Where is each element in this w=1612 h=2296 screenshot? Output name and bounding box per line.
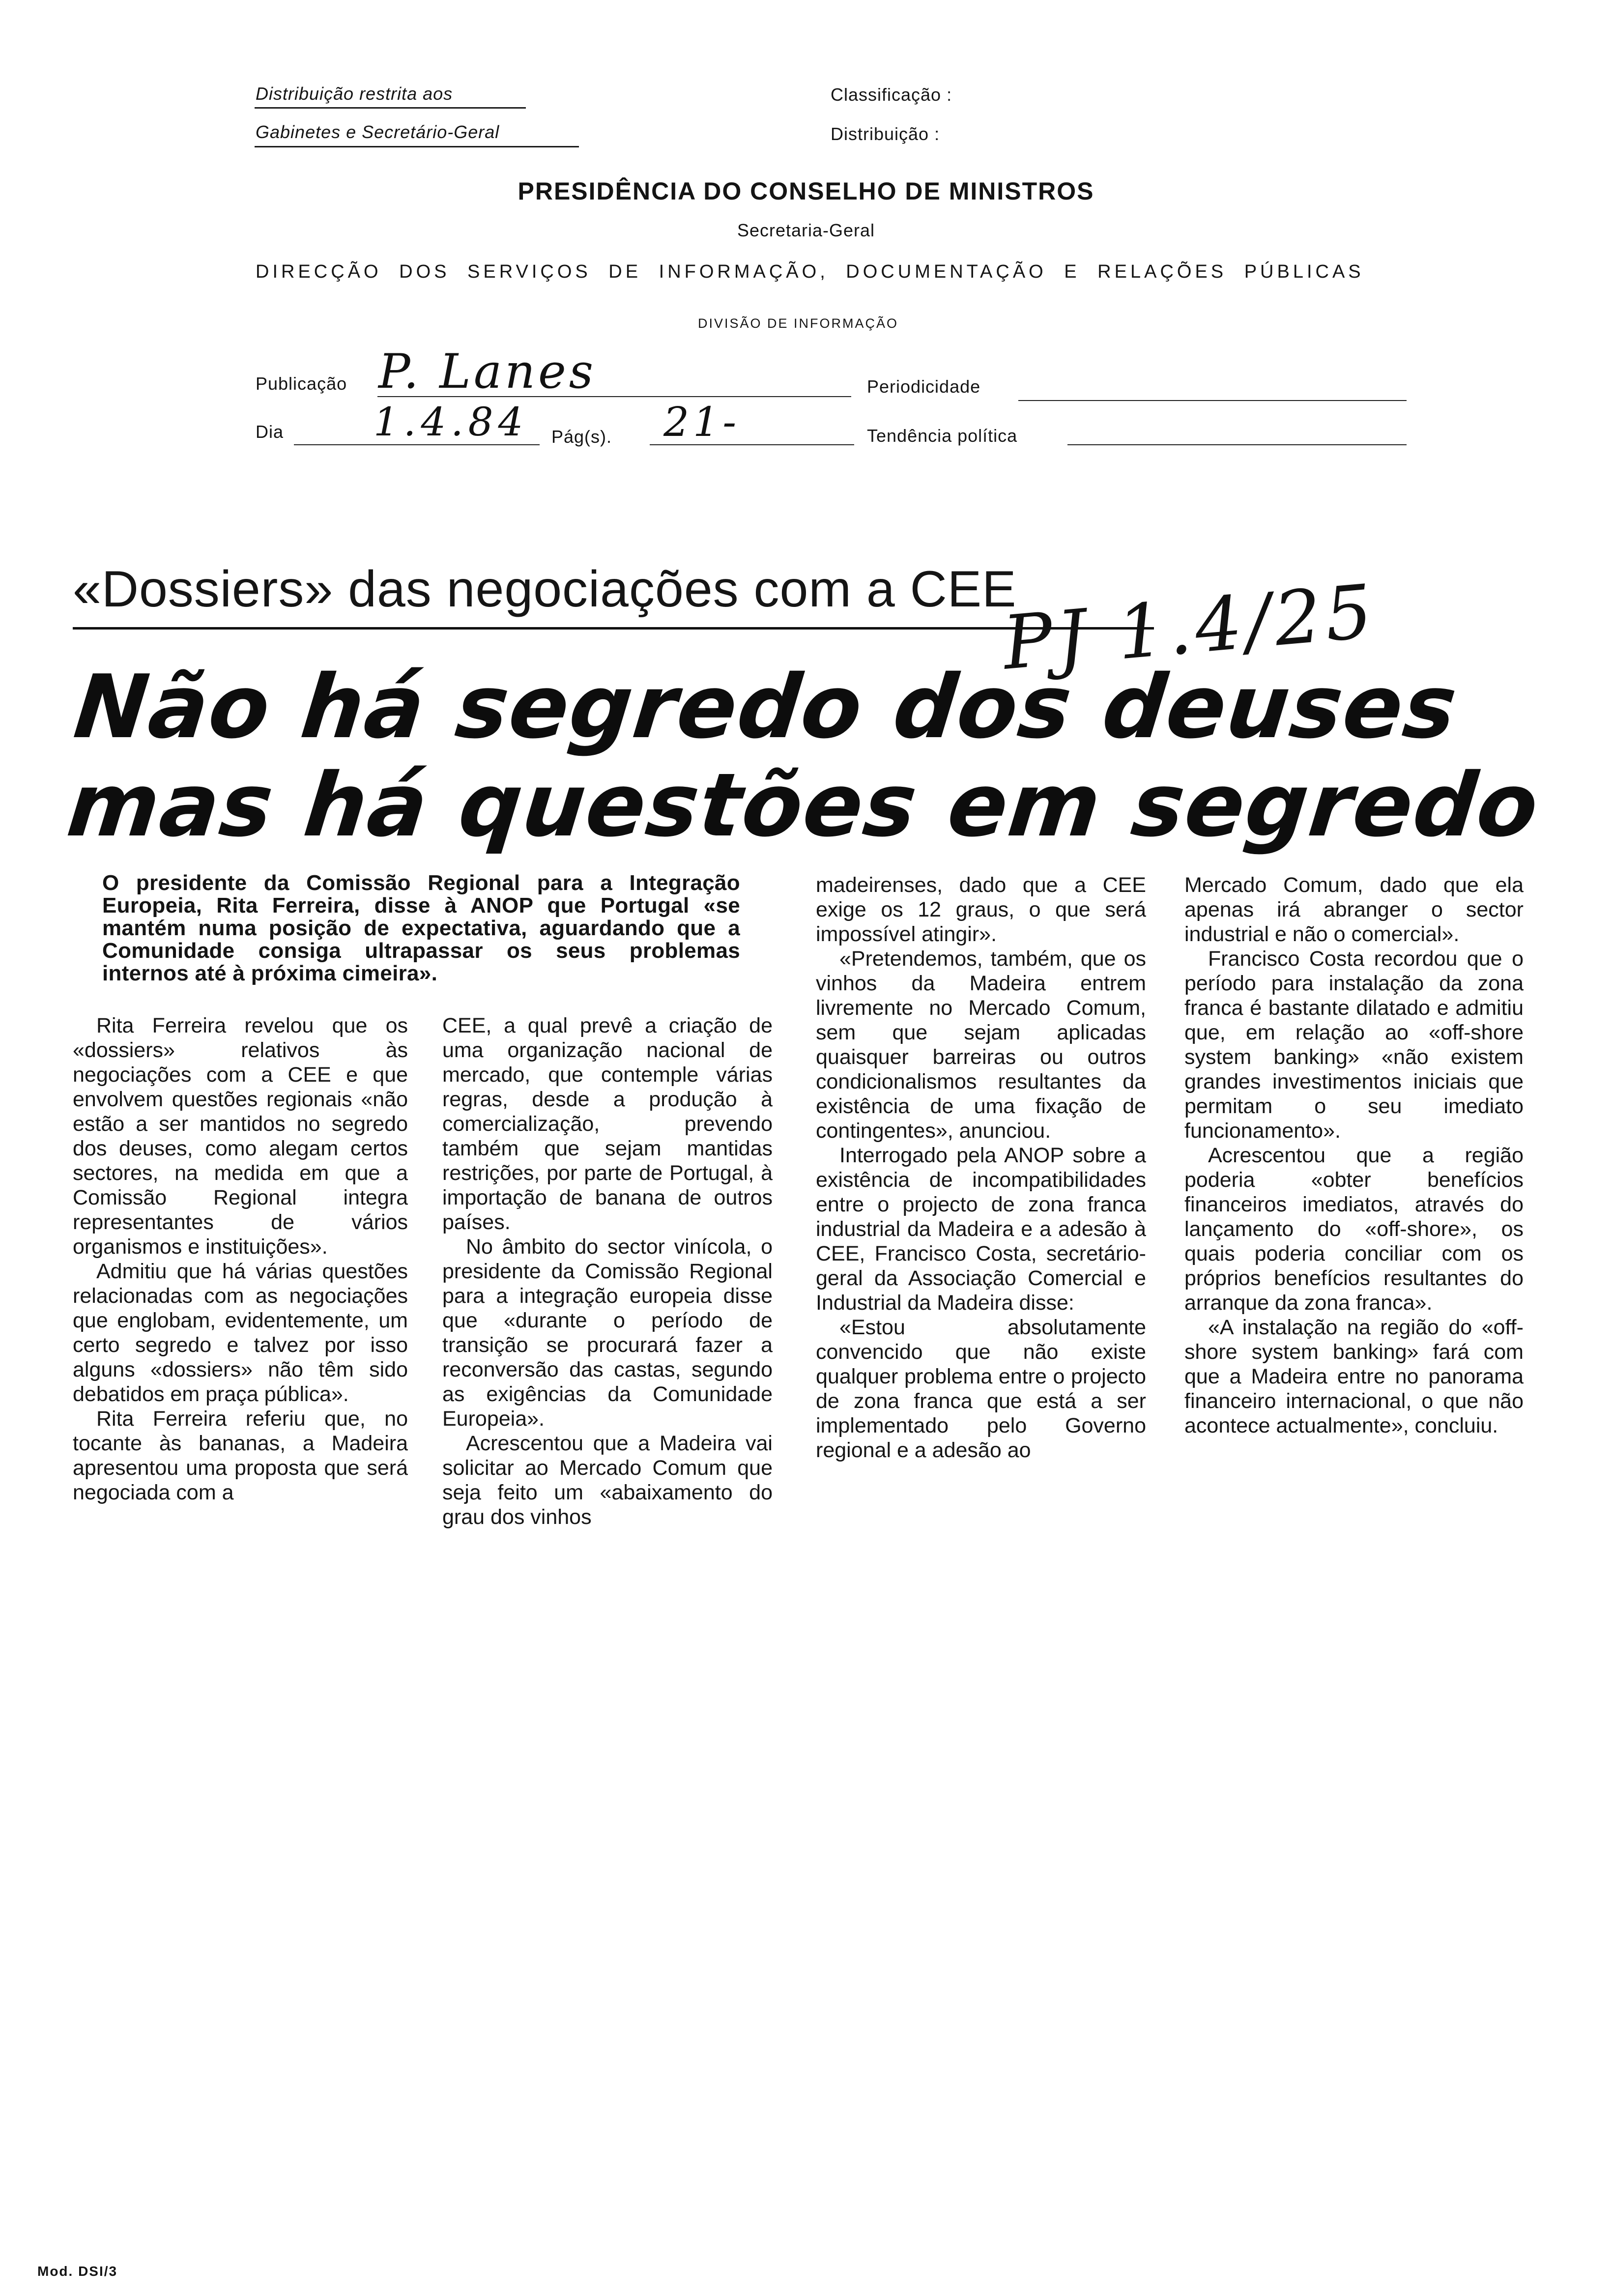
restricted-distribution-line2: Gabinetes e Secretário-Geral [256, 122, 500, 142]
pages-handwritten: 21- [663, 399, 741, 446]
article-column-3 [816, 873, 1146, 1463]
division: DIVISÃO DE INFORMAÇÃO [698, 316, 899, 331]
paragraph: «Pretendemos, também, que os vinhos da Madeira entrem livremente no Mercado Comum, sem que sejam aplicadas quaisquer barreiras ou outros condicionalismos resultantes da existência de uma fixação de contingentes», anunciou. [816, 947, 1146, 1143]
paragraph: Mercado Comum, dado que ela apenas irá abranger o sector industrial e não o comercial». [1184, 873, 1524, 946]
tendency-line [1067, 444, 1407, 445]
paragraph: Francisco Costa recordou que o período para instalação da zona franca é bastante dilatado e admitiu que, em relação ao «off-shore system banking» «não existem grandes investimentos iniciais que permitam o seu imediato funcionamento». [1184, 947, 1524, 1143]
paragraph: Admitiu que há várias questões relacionadas com as negociações que englobam, evidentemente, um certo segredo e talvez por isso alguns «dossiers» não têm sido debatidos em praça pública». [73, 1260, 408, 1406]
headline-line1: Não há segredo dos deuses [69, 656, 1463, 758]
day-handwritten: 1.4.84 [374, 399, 528, 445]
kicker-rule [73, 627, 1154, 630]
periodicity-line [1018, 400, 1407, 401]
institution-title: PRESIDÊNCIA DO CONSELHO DE MINISTROS [518, 177, 1094, 205]
article-kicker: «Dossiers» das negociações com a CEE [73, 561, 1017, 618]
headline-line2: mas há questões em segredo [62, 754, 1544, 856]
distribution-label: Distribuição : [831, 124, 940, 144]
restricted-distribution-line1: Distribuição restrita aos [256, 84, 453, 104]
secretariat: Secretaria-Geral [737, 220, 875, 240]
paragraph: Rita Ferreira referiu que, no tocante às bananas, a Madeira apresentou uma proposta que será negociada com a [73, 1407, 408, 1504]
paragraph: «Estou absolutamente convencido que não existe qualquer problema entre o projecto de zona franca que está a ser implementado pelo Governo regional e a adesão ao [816, 1316, 1146, 1462]
paragraph: Interrogado pela ANOP sobre a existência de incompatibilidades entre o projecto de zona franca industrial da Madeira e a adesão à CEE, Francisco Costa, secretário-geral da Associação Comercial e Industrial da Madeira disse: [816, 1144, 1146, 1315]
periodicity-label: Periodicidade [867, 376, 981, 397]
publication-label: Publicação [256, 373, 347, 394]
paragraph: «A instalação na região do «off-shore system banking» fará com que a Madeira entre no panorama financeiro internacional, o que não acontece actualmente», concluiu. [1184, 1316, 1524, 1437]
paragraph: Acrescentou que a região poderia «obter benefícios financeiros imediatos, através do lançamento do «off-shore», os quais poderia conciliar com os próprios benefícios resultantes do arranque da zona franca». [1184, 1144, 1524, 1315]
article-column-1 [73, 1013, 408, 1505]
article-column-4 [1184, 873, 1524, 1438]
pages-label: Pág(s). [551, 427, 612, 447]
form-code: Mod. DSI/3 [37, 2264, 118, 2279]
day-label: Dia [256, 422, 284, 442]
rule [255, 146, 579, 147]
paragraph: Acrescentou que a Madeira vai solicitar ao Mercado Comum que seja feito um «abaixamento do grau dos vinhos [442, 1432, 773, 1529]
classification-label: Classificação : [831, 85, 952, 105]
directorate: DIRECÇÃO DOS SERVIÇOS DE INFORMAÇÃO, DOCUMENTAÇÃO E RELAÇÕES PÚBLICAS [256, 261, 1364, 282]
paragraph: Rita Ferreira revelou que os «dossiers» relativos às negociações com a CEE e que envolvem questões regionais «não estão a ser mantidos no segredo dos deuses, como alegam certos sectores, na medida em que a Comissão Regional integra representantes de vários organismos e instituições». [73, 1014, 408, 1259]
article-column-2 [442, 1013, 773, 1529]
handwritten-annotation: PJ 1.4/25 [999, 569, 1380, 687]
political-tendency-label: Tendência política [867, 426, 1018, 446]
rule [255, 107, 526, 109]
paragraph: CEE, a qual prevê a criação de uma organização nacional de mercado, que contemple várias regras, desde a produção à comercialização, prevendo também que sejam mantidas restrições, por parte de Portugal, à importação de banana de outros países. [442, 1014, 773, 1234]
publication-handwritten: P. Lanes [378, 344, 597, 399]
article-lead: O presidente da Comissão Regional para a Integração Europeia, Rita Ferreira, disse à ANOP que Portugal «se mantém numa posição de expectativa, aguardando que a Comunidade consiga ultrapassar os seus problemas internos até à próxima cimeira». [102, 871, 740, 985]
paragraph: madeirenses, dado que a CEE exige os 12 graus, o que será impossível atingir». [816, 873, 1146, 946]
paragraph: No âmbito do sector vinícola, o presidente da Comissão Regional para a integração europeia disse que «durante o período de transição se procurará fazer a reconversão das castas, segundo as exigências da Comunidade Europeia». [442, 1235, 773, 1431]
